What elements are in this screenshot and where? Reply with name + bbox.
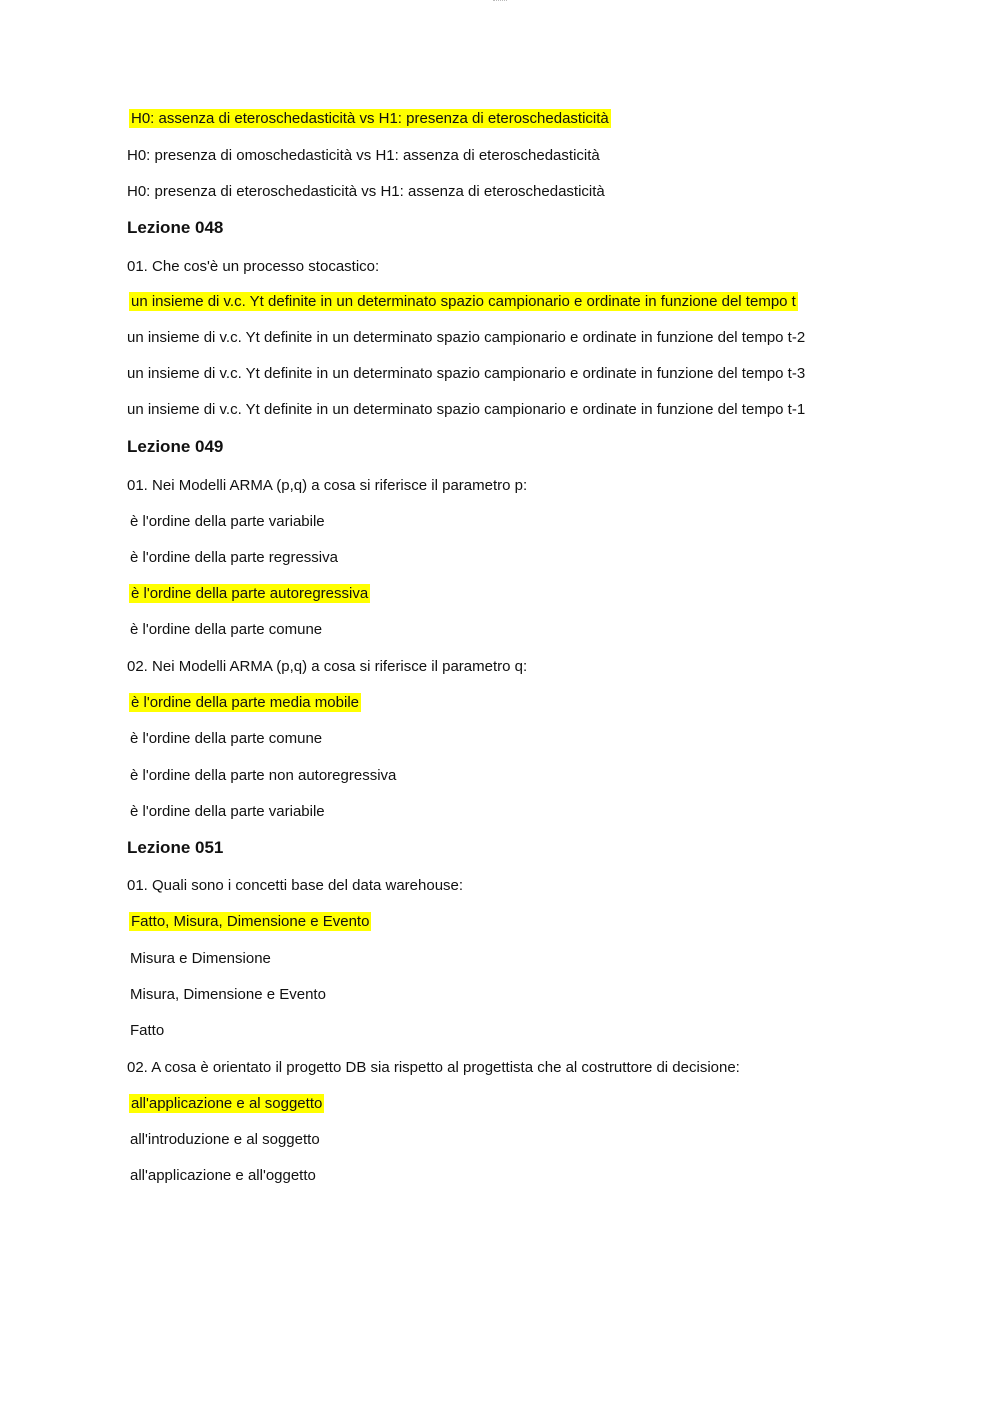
answer-option-correct <box>130 692 361 714</box>
answer-option-correct <box>130 1093 324 1115</box>
answer-option: H0: presenza di omoschedasticità vs H1: assenza di eteroschedasticità <box>127 147 600 164</box>
highlighted-answer: è l'ordine della parte media mobile <box>131 694 359 711</box>
highlighted-answer: un insieme di v.c. Yt definite in un determinato spazio campionario e ordinate in funzione del tempo t <box>131 293 796 310</box>
question-text: 01. Nei Modelli ARMA (p,q) a cosa si riferisce il parametro p: <box>127 477 528 494</box>
lesson-heading: Lezione 049 <box>127 437 224 456</box>
answer-option: un insieme di v.c. Yt definite in un determinato spazio campionario e ordinate in funzione del tempo t-1 <box>127 401 806 418</box>
lesson-heading: Lezione 051 <box>127 838 224 857</box>
answer-option: è l'ordine della parte non autoregressiva <box>130 767 397 784</box>
highlighted-answer: Fatto, Misura, Dimensione e Evento <box>131 913 370 930</box>
answer-option-correct <box>130 583 370 605</box>
highlighted-answer: all'applicazione e al soggetto <box>131 1095 323 1112</box>
answer-option: Misura, Dimensione e Evento <box>130 986 326 1003</box>
answer-option: all'introduzione e al soggetto <box>130 1131 320 1148</box>
answer-option: è l'ordine della parte variabile <box>130 803 325 820</box>
answer-option: all'applicazione e all'oggetto <box>130 1167 316 1184</box>
highlighted-answer: è l'ordine della parte autoregressiva <box>131 585 369 602</box>
highlighted-answer: H0: assenza di eteroschedasticità vs H1: presenza di eteroschedasticità <box>131 110 609 127</box>
question-text: 01. Quali sono i concetti base del data warehouse: <box>127 877 464 894</box>
answer-option-correct <box>130 108 611 130</box>
answer-option: un insieme di v.c. Yt definite in un determinato spazio campionario e ordinate in funzione del tempo t-3 <box>127 365 806 382</box>
lesson-heading: Lezione 048 <box>127 218 224 237</box>
answer-option: è l'ordine della parte comune <box>130 730 323 747</box>
answer-option: è l'ordine della parte comune <box>130 621 323 638</box>
answer-option: un insieme di v.c. Yt definite in un determinato spazio campionario e ordinate in funzione del tempo t-2 <box>127 329 806 346</box>
answer-option-correct <box>130 911 371 933</box>
answer-option-correct <box>130 291 798 313</box>
answer-option: è l'ordine della parte variabile <box>130 513 325 530</box>
answer-option: Misura e Dimensione <box>130 950 271 967</box>
question-text: 01. Che cos'è un processo stocastico: <box>127 258 380 275</box>
answer-option: Fatto <box>130 1022 165 1039</box>
question-text: 02. Nei Modelli ARMA (p,q) a cosa si riferisce il parametro q: <box>127 658 528 675</box>
answer-option: H0: presenza di eteroschedasticità vs H1: assenza di eteroschedasticità <box>127 183 605 200</box>
answer-option: è l'ordine della parte regressiva <box>130 549 338 566</box>
page-header-mark <box>493 0 507 3</box>
question-text: 02. A cosa è orientato il progetto DB sia rispetto al progettista che al costruttore di decisione: <box>127 1059 740 1076</box>
